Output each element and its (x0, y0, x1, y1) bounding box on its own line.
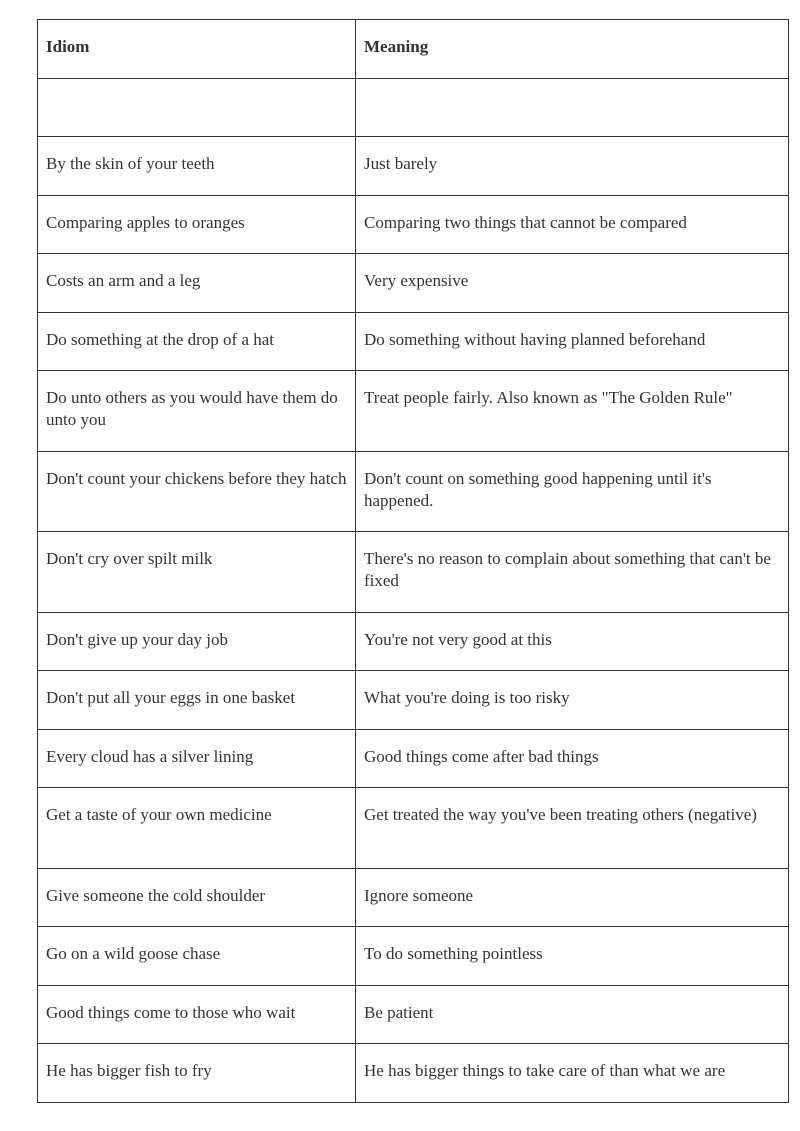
idiom-cell: Do unto others as you would have them do unto you (38, 371, 356, 452)
table-row (38, 254, 789, 313)
idiom-cell: Don't put all your eggs in one basket (38, 671, 356, 730)
meaning-cell: Don't count on something good happening until it's happened. (356, 451, 789, 532)
table-row (38, 195, 789, 254)
meaning-cell: He has bigger things to take care of than what we are (356, 1044, 789, 1103)
idiom-cell: Every cloud has a silver lining (38, 729, 356, 788)
header-meaning: Meaning (356, 20, 789, 79)
document-page (37, 19, 788, 1103)
idioms-table (37, 19, 789, 1103)
table-row (38, 729, 789, 788)
idiom-cell: Give someone the cold shoulder (38, 868, 356, 927)
table-row (38, 312, 789, 371)
meaning-cell (356, 78, 789, 137)
meaning-cell: Do something without having planned beforehand (356, 312, 789, 371)
table-row (38, 671, 789, 730)
meaning-cell: Treat people fairly. Also known as "The Golden Rule" (356, 371, 789, 452)
table-row (38, 788, 789, 869)
table-row (38, 78, 789, 137)
table-row (38, 532, 789, 613)
idiom-cell (38, 78, 356, 137)
idiom-cell: Don't give up your day job (38, 612, 356, 671)
idiom-cell: Don't count your chickens before they hatch (38, 451, 356, 532)
idiom-cell: Costs an arm and a leg (38, 254, 356, 313)
idiom-cell: Don't cry over spilt milk (38, 532, 356, 613)
header-idiom: Idiom (38, 20, 356, 79)
meaning-cell: Very expensive (356, 254, 789, 313)
table-row (38, 985, 789, 1044)
meaning-cell: Be patient (356, 985, 789, 1044)
idiom-cell: Good things come to those who wait (38, 985, 356, 1044)
idiom-cell: Comparing apples to oranges (38, 195, 356, 254)
table-row (38, 868, 789, 927)
idiom-cell: Do something at the drop of a hat (38, 312, 356, 371)
meaning-cell: Comparing two things that cannot be compared (356, 195, 789, 254)
meaning-cell: Ignore someone (356, 868, 789, 927)
table-row (38, 612, 789, 671)
idiom-cell: He has bigger fish to fry (38, 1044, 356, 1103)
table-row (38, 927, 789, 986)
table-header-row (38, 20, 789, 79)
idiom-cell: Get a taste of your own medicine (38, 788, 356, 869)
meaning-cell: To do something pointless (356, 927, 789, 986)
meaning-cell: Good things come after bad things (356, 729, 789, 788)
meaning-cell: What you're doing is too risky (356, 671, 789, 730)
meaning-cell: There's no reason to complain about something that can't be fixed (356, 532, 789, 613)
meaning-cell: Just barely (356, 137, 789, 196)
table-row (38, 371, 789, 452)
idioms-table-body (38, 20, 789, 1103)
table-row (38, 451, 789, 532)
meaning-cell: Get treated the way you've been treating others (negative) (356, 788, 789, 869)
table-row (38, 1044, 789, 1103)
idiom-cell: Go on a wild goose chase (38, 927, 356, 986)
idiom-cell: By the skin of your teeth (38, 137, 356, 196)
table-row (38, 137, 789, 196)
meaning-cell: You're not very good at this (356, 612, 789, 671)
